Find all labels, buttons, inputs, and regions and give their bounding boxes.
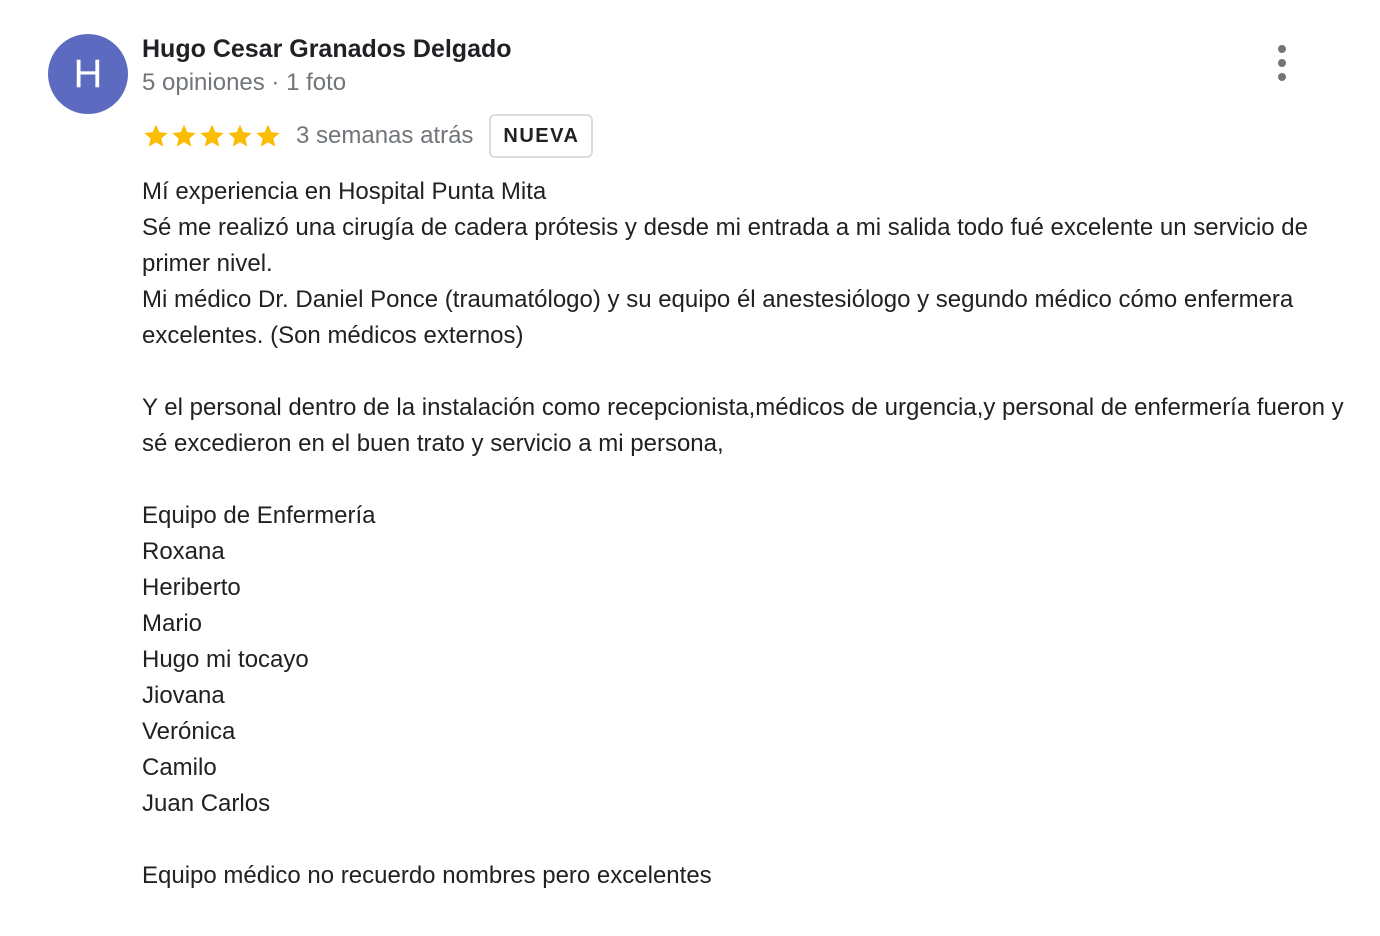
review-line: Mi médico Dr. Daniel Ponce (traumatólogo) y su equipo él anestesiólogo y segundo médico cómo enfermera excelentes. (Son médicos externos) <box>142 286 1300 349</box>
review-line: Sé me realizó una cirugía de cadera prótesis y desde mi entrada a mi salida todo fué excelente un servicio de primer nivel. <box>142 214 1315 277</box>
reviewer-avatar[interactable]: H <box>48 34 128 114</box>
review-line: Mí experiencia en Hospital Punta Mita <box>142 178 547 205</box>
reviewer-meta: 5 opiniones · 1 foto <box>142 69 347 96</box>
review-line: Roxana <box>142 538 225 565</box>
review-line: Heriberto <box>142 574 241 601</box>
star-icon <box>170 122 198 150</box>
more-options-button[interactable] <box>1264 40 1300 86</box>
rating-row <box>142 114 593 158</box>
review-line <box>142 354 1362 390</box>
review-line: Mario <box>142 610 203 637</box>
review-line <box>142 462 1362 498</box>
more-vert-icon-dot <box>1278 73 1286 81</box>
review-line: Equipo de Enfermería <box>142 502 376 529</box>
review-date: 3 semanas atrás <box>296 122 474 149</box>
review-line: Juan Carlos <box>142 790 271 817</box>
star-icon <box>226 122 254 150</box>
star-icon <box>142 122 170 150</box>
new-badge: NUEVA <box>489 114 593 158</box>
review-line: Hugo mi tocayo <box>142 646 309 673</box>
review-line: Equipo médico no recuerdo nombres pero excelentes <box>142 862 712 889</box>
review-line: Jiovana <box>142 682 225 709</box>
star-icon <box>198 122 226 150</box>
review-line: Camilo <box>142 754 217 781</box>
review-line: Y el personal dentro de la instalación como recepcionista,médicos de urgencia,y personal de enfermería fueron y sé excedieron en el buen trato y servicio a mi persona, <box>142 394 1351 457</box>
reviewer-name[interactable]: Hugo Cesar Granados Delgado <box>142 35 512 63</box>
more-vert-icon-dot <box>1278 59 1286 67</box>
star-rating <box>142 122 282 150</box>
review-header <box>142 34 512 98</box>
more-vert-icon <box>1278 45 1286 53</box>
star-icon <box>254 122 282 150</box>
review-line <box>142 822 1362 858</box>
review-line: Verónica <box>142 718 236 745</box>
review-body <box>142 174 1362 894</box>
